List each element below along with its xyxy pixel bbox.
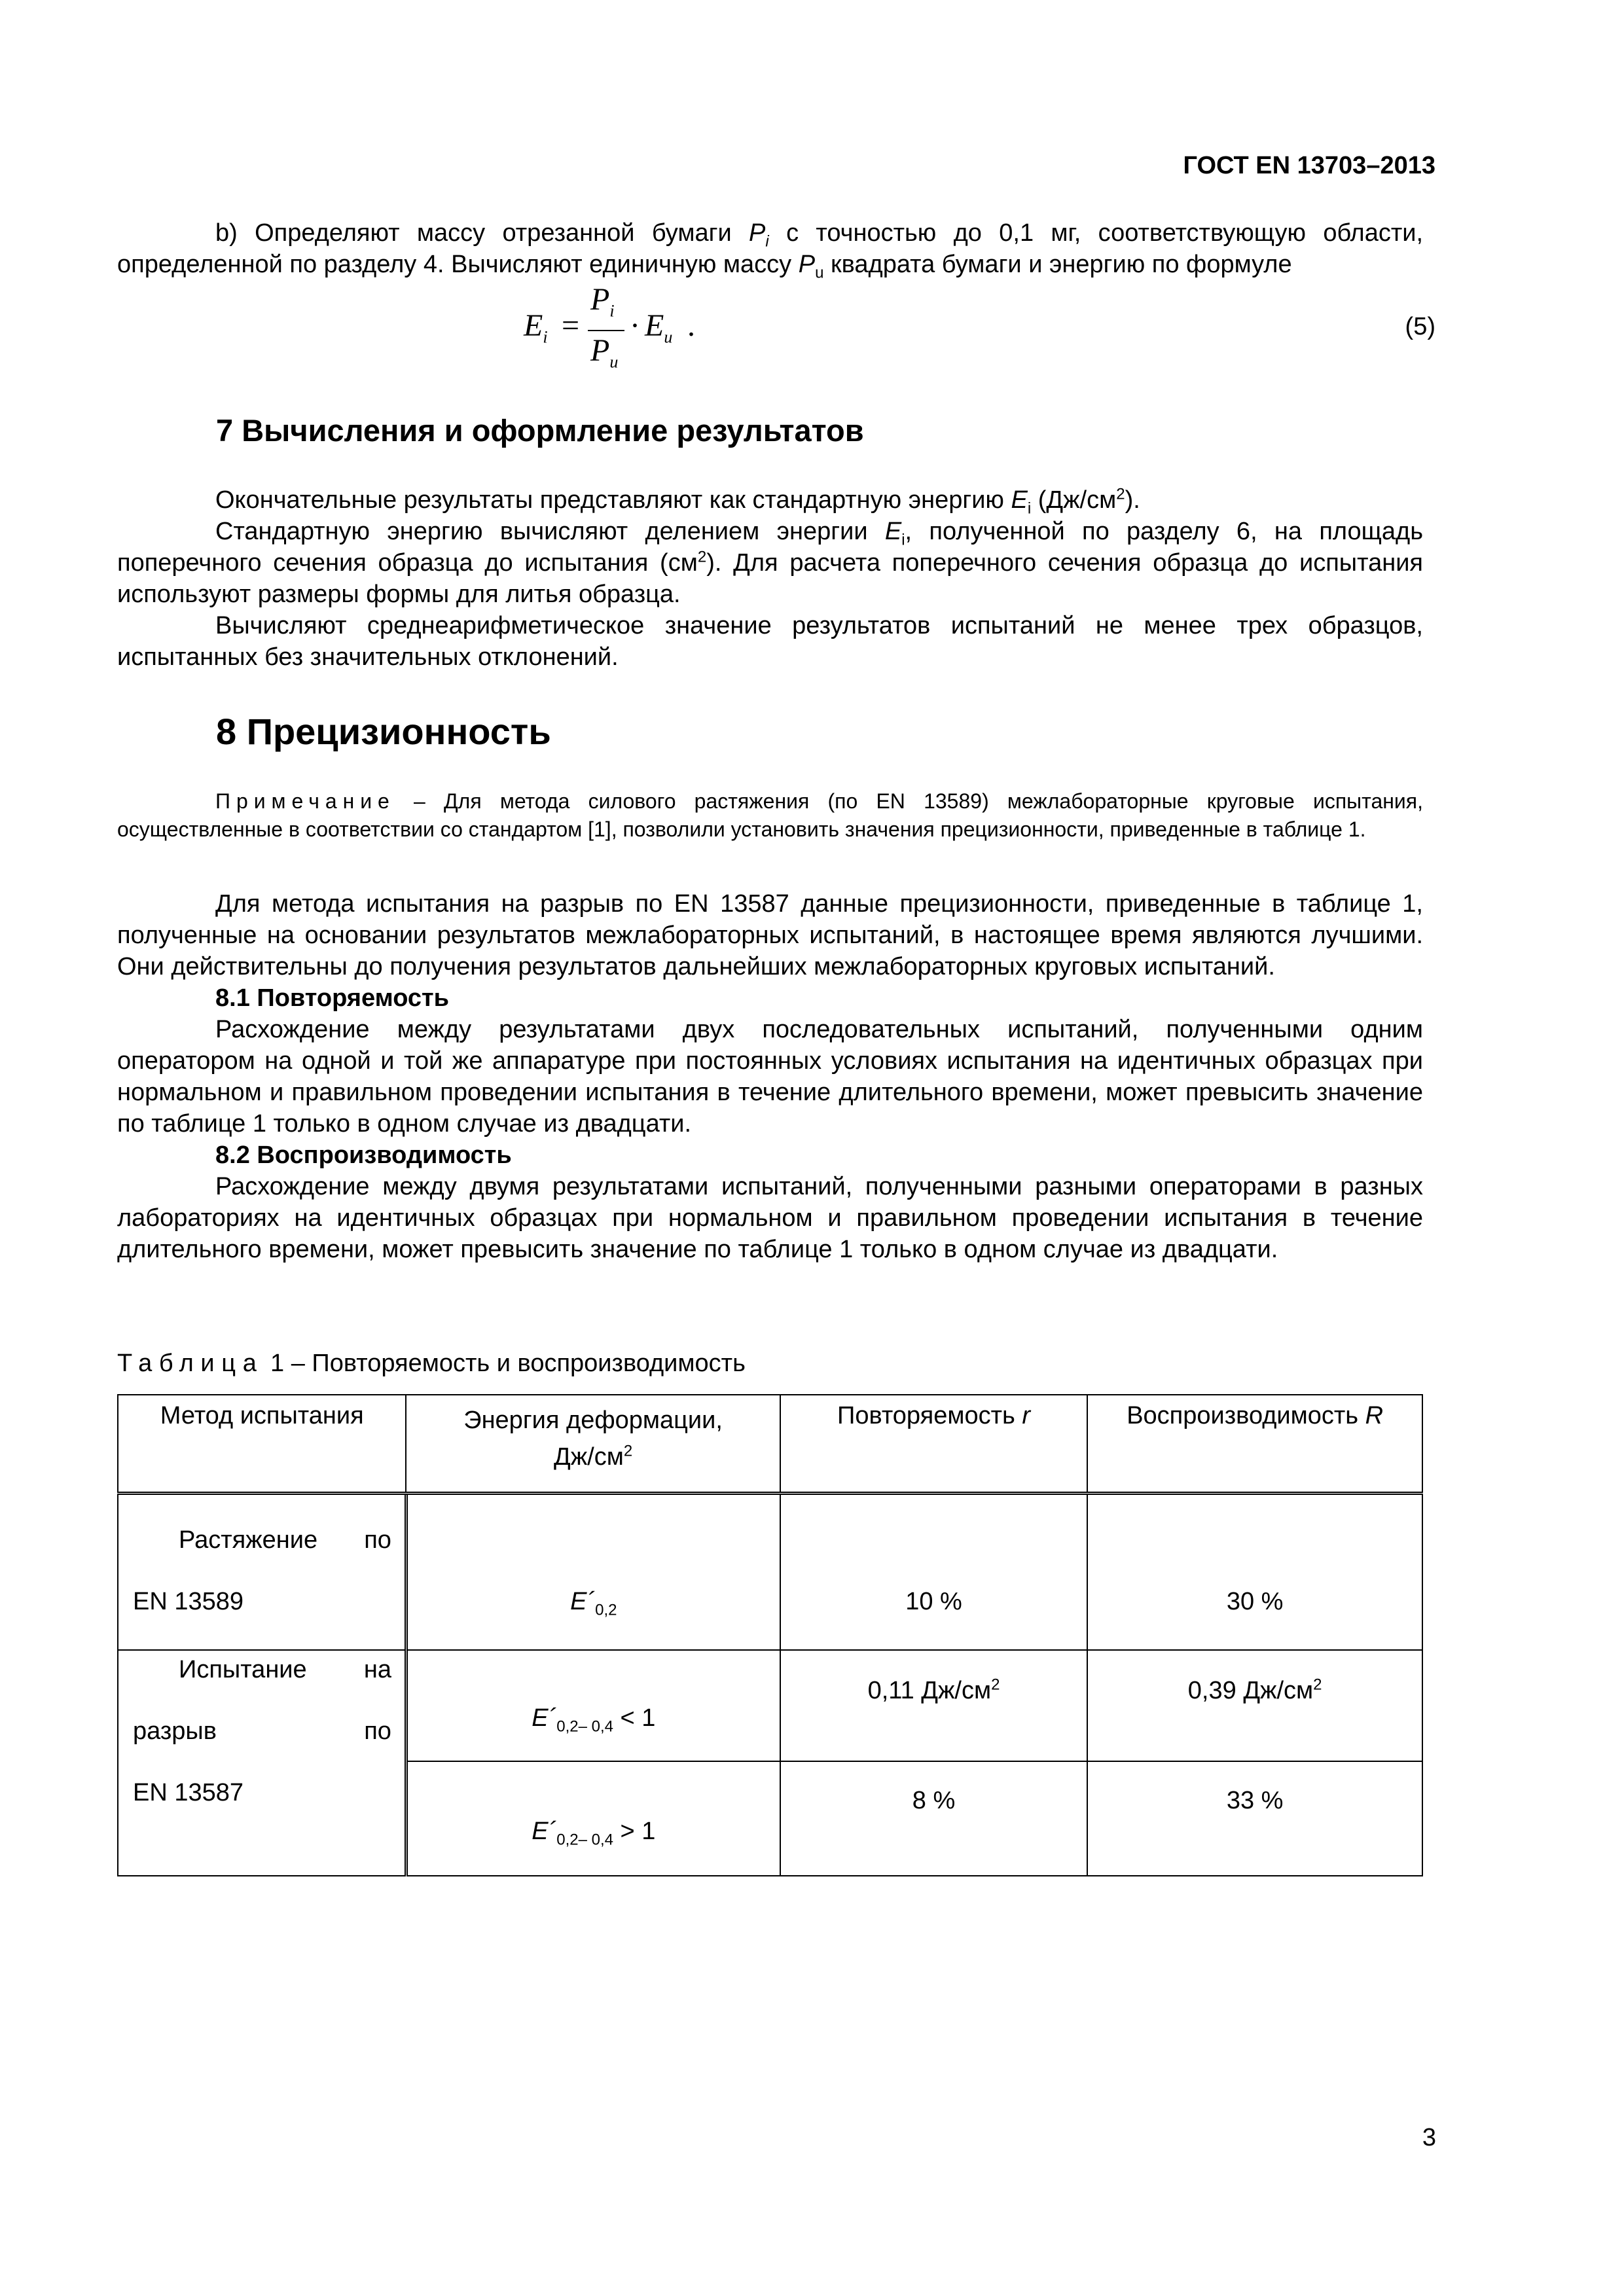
- cell-method-tensile: Растяжение по EN 13589: [118, 1493, 406, 1650]
- cell-reprod-tensile: 30 %: [1087, 1493, 1422, 1650]
- cell-energy-tensile: $E´_{0,2}$: [406, 1493, 780, 1650]
- section-7-title: 7 Вычисления и оформление результатов: [216, 413, 864, 448]
- step-b-paragraph: [117, 217, 1423, 280]
- page-number: 3: [1422, 2124, 1436, 2151]
- p-u-subscript: u: [815, 264, 824, 282]
- section-7-para-2: Стандартную энергию вычисляют делением энергии $E_i$, полученной по разделу 6, на площадь поперечного сечения образца до испытания $(см^2)$. Для расчета поперечного сечения образца до испытания используют размеры формы для литья образца.: [117, 518, 1423, 608]
- section-8-body: [117, 888, 1423, 1265]
- formula-5: [524, 282, 720, 380]
- table-caption-text: 1 – Повторяемость и воспроизводимость: [263, 1350, 746, 1377]
- document-code: ГОСТ EN 13703–2013: [1183, 152, 1435, 179]
- subsection-8-1-title: 8.1 Повторяемость: [215, 984, 450, 1012]
- section-7-para-3: Вычисляют среднеарифметическое значение результатов испытаний не менее трех образцов, испытанных без значительных отклонений.: [117, 612, 1423, 671]
- cell-energy-burst-gt1: $E´_{0,2- 0,4} > 1$: [406, 1761, 780, 1876]
- section-8-note: [117, 787, 1423, 844]
- subsection-8-2-title: 8.2 Воспроизводимость: [215, 1141, 512, 1169]
- cell-reprod-burst-gt1: 33 %: [1087, 1761, 1422, 1876]
- cell-energy-burst-lt1: $E´_{0,2- 0,4} < 1$: [406, 1650, 780, 1761]
- table-row-burst-a: [118, 1650, 1422, 1761]
- section-7-body: [117, 484, 1423, 673]
- section-8-para-1: Для метода испытания на разрыв по EN 13587 данные прецизионности, приведенные в таблице 1, полученные на основании результатов межлабораторных испытаний, в настоящее время являются лучшими. Они действительны до получения результатов дальнейших межлабораторных круговых испытаний.: [117, 890, 1423, 980]
- header-reproducibility: Воспроизводимость R: [1087, 1395, 1422, 1493]
- formula-numerator: $P_i$: [590, 282, 615, 321]
- header-method: Метод испытания: [118, 1395, 406, 1493]
- note-text: – Для метода силового растяжения (по EN 13589) межлабораторные круговые испытания, осуществленные в соответствии со стандартом [1], позволили установить значения прецизионности, приведенные в таблице 1.: [117, 789, 1423, 841]
- cell-repeat-burst-lt1: 0,11 $Дж/см^2$: [780, 1650, 1088, 1761]
- formula-multiply: ·: [630, 308, 640, 343]
- subsection-8-1-text: Расхождение между результатами двух последовательных испытаний, полученными одним оператором на одной и той же аппаратуре при постоянных условиях испытания на идентичных образцах при нормальном и правильном проведении испытания в течение длительного времени, может превысить значение по таблице 1 только в одном случае из двадцати.: [117, 1016, 1423, 1138]
- subsection-8-2-text: Расхождение между двумя результатами испытаний, полученными разными операторами в разных лабораториях на идентичных образцах при нормальном и правильном проведении испытания в течение длительного времени, может превысить значение по таблице 1 только в одном случае из двадцати.: [117, 1173, 1423, 1263]
- section-7-para-1: Окончательные результаты представляют как стандартную энергию $E_i$ $(Дж/см^2)$.: [215, 485, 1140, 518]
- formula-rhs: $E_u$: [645, 308, 673, 347]
- cell-repeat-tensile: 10 %: [780, 1493, 1088, 1650]
- formula-number: (5): [1405, 313, 1435, 340]
- section-8-title: 8 Прецизионность: [216, 711, 551, 752]
- header-energy: Энергия деформации, $Дж/см^2$: [406, 1395, 780, 1493]
- note-label: Примечание: [215, 789, 395, 813]
- p-i-subscript: i: [765, 232, 769, 251]
- formula-denominator: $P_u$: [590, 333, 619, 372]
- step-b-text-1: b) Определяют массу отрезанной бумаги: [215, 219, 749, 247]
- table-row-tensile: [118, 1493, 1422, 1650]
- formula-equals: =: [562, 308, 580, 343]
- header-repeatability: Повторяемость r: [780, 1395, 1088, 1493]
- fraction-bar: [588, 330, 624, 331]
- cell-method-burst: Испытание на разрыв по EN 13587: [118, 1650, 406, 1876]
- p-u-symbol: P: [798, 251, 816, 278]
- formula-lhs: $E_i$: [524, 308, 548, 347]
- table-header-row: [118, 1395, 1422, 1493]
- cell-repeat-burst-gt1: 8 %: [780, 1761, 1088, 1876]
- table-caption-label: Таблица: [117, 1350, 264, 1377]
- formula-period: .: [687, 308, 695, 343]
- cell-reprod-burst-lt1: 0,39 $Дж/см^2$: [1087, 1650, 1422, 1761]
- table-1-caption: [117, 1350, 746, 1378]
- table-1: [117, 1394, 1423, 1876]
- p-i-symbol: P: [749, 219, 766, 247]
- step-b-text-3: квадрата бумаги и энергию по формуле: [823, 251, 1292, 278]
- step-b-text-2: с точностью до 0,1 мг, соответствующую области, определенной по разделу 4. Вычисляют единичную массу: [117, 219, 1424, 278]
